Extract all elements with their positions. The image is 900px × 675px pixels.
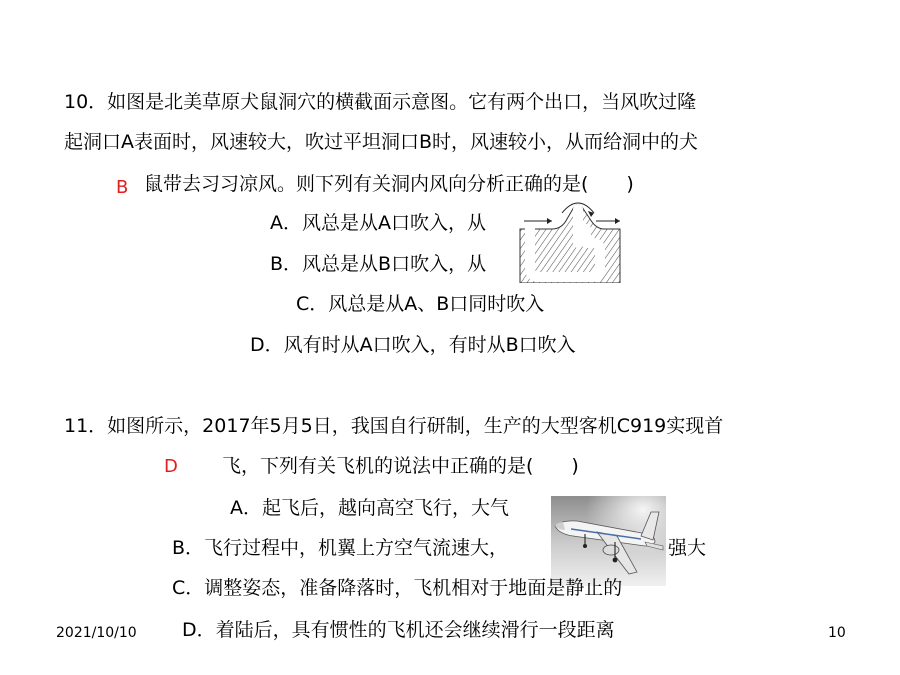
- burrow-cross-section-figure: [512, 199, 624, 283]
- q10-line-1: 10．如图是北美草原犬鼠洞穴的横截面示意图。它有两个出口，当风吹过隆: [64, 91, 697, 113]
- q11-option-b-tail: 强大: [668, 537, 707, 559]
- q10-answer: B: [116, 177, 129, 198]
- footer-page-number: 10: [828, 625, 846, 641]
- q10-option-d: D．风有时从A口吹入，有时从B口吹入: [250, 334, 576, 356]
- q11-option-d: D．着陆后，具有惯性的飞机还会继续滑行一段距离: [182, 619, 615, 641]
- q10-line-3: 鼠带去习习凉风。则下列有关洞内风向分析正确的是( ): [144, 173, 634, 195]
- q11-answer: D: [164, 456, 178, 477]
- q11-option-b: B．飞行过程中，机翼上方空气流速大，: [172, 537, 509, 559]
- q11-line-2: 飞，下列有关飞机的说法中正确的是( ): [222, 455, 579, 477]
- q11-line-1: 11．如图所示，2017年5月5日，我国自行研制，生产的大型客机C919实现首: [64, 415, 724, 437]
- airplane-icon: [551, 496, 666, 586]
- burrow-diagram-icon: [512, 199, 624, 283]
- q10-option-c: C．风总是从A、B口同时吹入: [296, 293, 545, 315]
- q11-option-a: A．起飞后，越向高空飞行，大气: [230, 497, 509, 519]
- q10-line-2: 起洞口A表面时，风速较大，吹过平坦洞口B时，风速较小，从而给洞中的犬: [64, 131, 699, 153]
- footer-date: 2021/10/10: [56, 625, 137, 641]
- q10-option-b: B．风总是从B口吹入，从: [270, 253, 487, 275]
- q10-option-a: A．风总是从A口吹入，从: [270, 212, 486, 234]
- airliner-photo: [551, 496, 666, 586]
- q11-option-c: C．调整姿态，准备降落时，飞机相对于地面是静止的: [172, 577, 623, 599]
